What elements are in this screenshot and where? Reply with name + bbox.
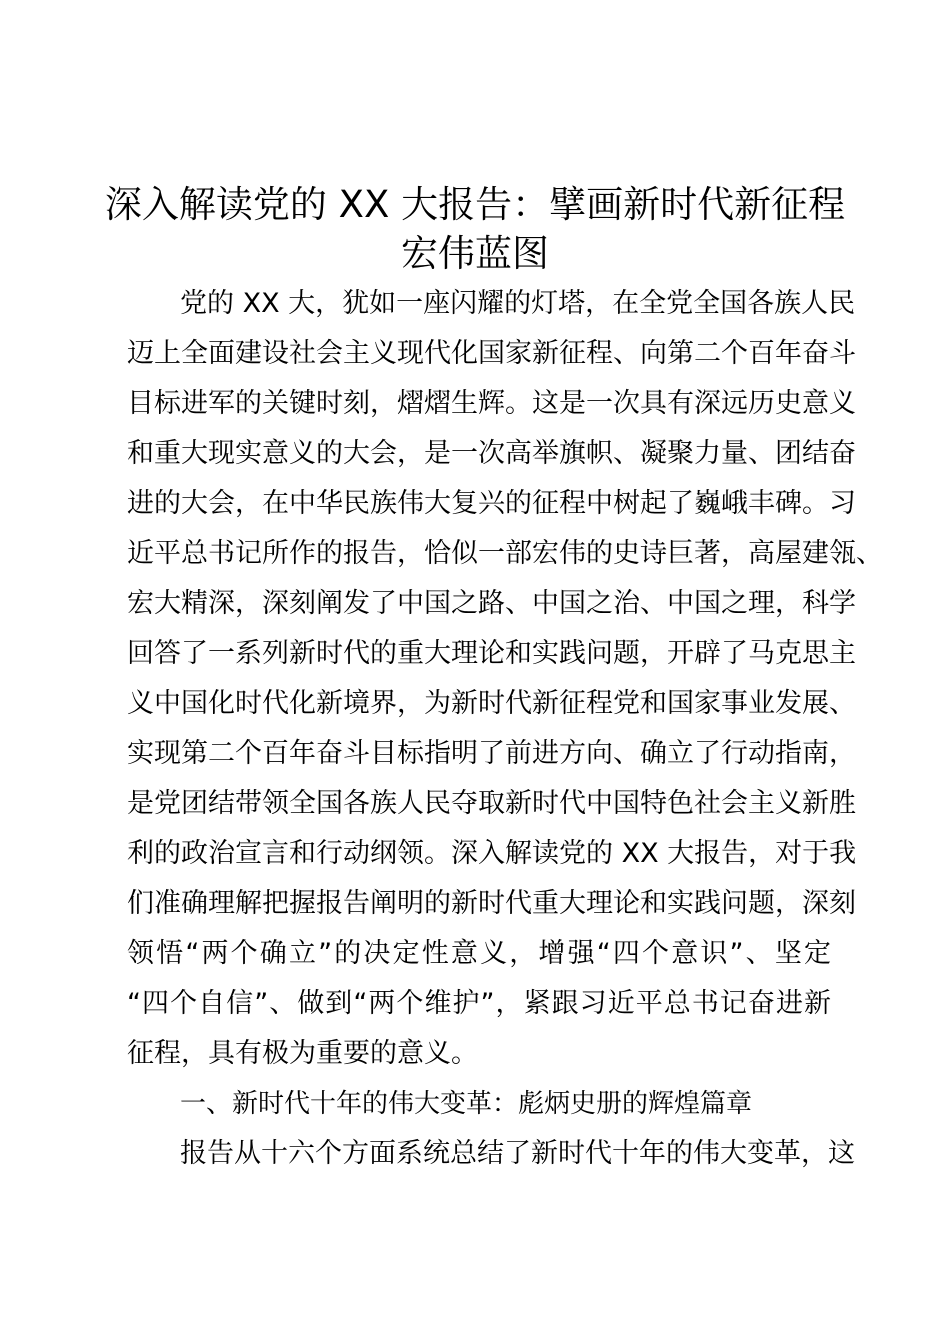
paragraph-line: 迈上全面建设社会主义现代化国家新征程、向第二个百年奋斗: [127, 338, 856, 369]
paragraph-line: 报告从十六个方面系统总结了新时代十年的伟大变革，这: [180, 1138, 855, 1169]
paragraph-line: 们准确理解把握报告阐明的新时代重大理论和实践问题，深刻: [127, 888, 856, 919]
document-title-line-1: 深入解读党的 XX 大报告：擘画新时代新征程: [104, 183, 846, 226]
document-title-line-2: 宏伟蓝图: [401, 232, 549, 275]
paragraph-line: 实现第二个百年奋斗目标指明了前进方向、确立了行动指南，: [127, 738, 856, 769]
paragraph-line: 党的 XX 大，犹如一座闪耀的灯塔，在全党全国各族人民: [180, 288, 856, 319]
paragraph-line: 利的政治宣言和行动纲领。深入解读党的 XX 大报告，对于我: [127, 838, 857, 869]
paragraph-line: 近平总书记所作的报告，恰似一部宏伟的史诗巨著，高屋建瓴、: [127, 538, 883, 569]
paragraph-line: 宏大精深，深刻阐发了中国之路、中国之治、中国之理，科学: [127, 588, 856, 619]
paragraph-line: 目标进军的关键时刻，熠熠生辉。这是一次具有深远历史意义: [127, 388, 856, 419]
paragraph-line: 和重大现实意义的大会，是一次高举旗帜、凝聚力量、团结奋: [127, 438, 856, 469]
paragraph-line: 领悟“两个确立”的决定性意义，增强“四个意识”、坚定: [127, 938, 831, 969]
paragraph-line: 征程，具有极为重要的意义。: [127, 1038, 478, 1069]
paragraph-line: 是党团结带领全国各族人民夺取新时代中国特色社会主义新胜: [127, 788, 856, 819]
paragraph-line: 义中国化时代化新境界，为新时代新征程党和国家事业发展、: [127, 688, 856, 719]
paragraph-line: 回答了一系列新时代的重大理论和实践问题，开辟了马克思主: [127, 638, 856, 669]
section-heading: 一、新时代十年的伟大变革：彪炳史册的辉煌篇章: [180, 1089, 753, 1119]
paragraph-line: 进的大会，在中华民族伟大复兴的征程中树起了巍峨丰碑。习: [127, 488, 856, 519]
paragraph-line: “四个自信”、做到“两个维护”，紧跟习近平总书记奋进新: [127, 988, 831, 1019]
